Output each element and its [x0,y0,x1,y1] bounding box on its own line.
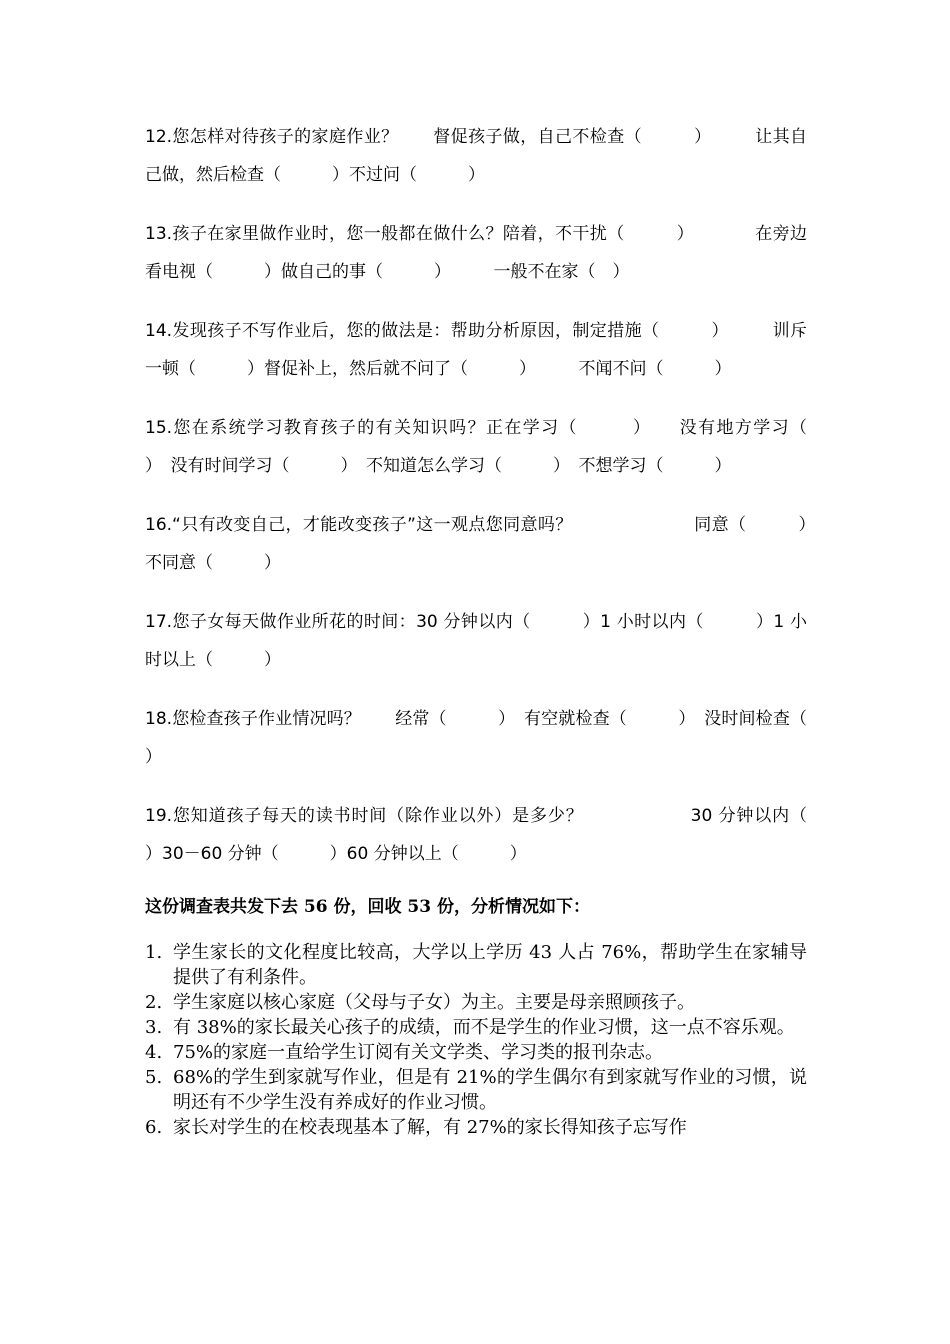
finding-number: 1. [145,942,163,963]
document-page [145,118,858,1140]
question-17: 17.您子女每天做作业所花的时间：30 分钟以内（ ）1 小时以内（ ）1 小时以上（ ） [145,612,807,670]
finding-text: 学生家庭以核心家庭（父母与子女）为主。主要是母亲照顾孩子。 [173,992,695,1013]
finding-item [145,1040,807,1065]
finding-item [145,940,807,990]
finding-number: 3. [145,1017,163,1038]
finding-text: 有 38%的家长最关心孩子的成绩，而不是学生的作业习惯，这一点不容乐观。 [173,1017,795,1038]
question-12: 12.您怎样对待孩子的家庭作业？ 督促孩子做，自己不检查（ ） 让其自己做，然后检查（ ）不过问（ ） [145,127,807,185]
finding-text: 家长对学生的在校表现基本了解，有 27%的家长得知孩子忘写作 [173,1117,687,1138]
finding-number: 5. [145,1067,163,1088]
finding-item [145,1015,807,1040]
finding-number: 2. [145,992,163,1013]
finding-item [145,1065,807,1115]
findings-list [145,940,807,1140]
finding-text: 68%的学生到家就写作业，但是有 21%的学生偶尔有到家就写作业的习惯，说明还有不少学生没有养成好的作业习惯。 [173,1067,807,1113]
question-13: 13.孩子在家里做作业时，您一般都在做什么？陪着，不干扰（ ） 在旁边看电视（ ）做自己的事（ ） 一般不在家（ ） [145,224,807,282]
finding-number: 4. [145,1042,163,1063]
finding-text: 75%的家庭一直给学生订阅有关文学类、学习类的报刊杂志。 [173,1042,664,1063]
question-19: 19.您知道孩子每天的读书时间（除作业以外）是多少？ 30 分钟以内（ ）30－60 分钟（ ）60 分钟以上（ ） [145,806,858,864]
question-15: 15.您在系统学习教育孩子的有关知识吗？正在学习（ ） 没有地方学习（ ） 没有时间学习（ ） 不知道怎么学习（ ） 不想学习（ ） [145,418,858,476]
finding-item [145,990,807,1015]
finding-text: 学生家长的文化程度比较高，大学以上学历 43 人占 76%，帮助学生在家辅导提供了有利条件。 [173,942,807,988]
question-14: 14.发现孩子不写作业后，您的做法是：帮助分析原因，制定措施（ ） 训斥一顿（ ）督促补上，然后就不问了（ ） 不闻不问（ ） [145,321,807,379]
question-16: 16.“只有改变自己，才能改变孩子”这一观点您同意吗？ 同意（ ） 不同意（ ） [145,515,824,573]
finding-number: 6. [145,1117,163,1138]
survey-summary-heading: 这份调查表共发下去 56 份，回收 53 份，分析情况如下： [145,897,590,917]
finding-item [145,1115,807,1140]
question-18: 18.您检查孩子作业情况吗？ 经常（ ） 有空就检查（ ） 没时间检查（ ） [145,709,858,767]
